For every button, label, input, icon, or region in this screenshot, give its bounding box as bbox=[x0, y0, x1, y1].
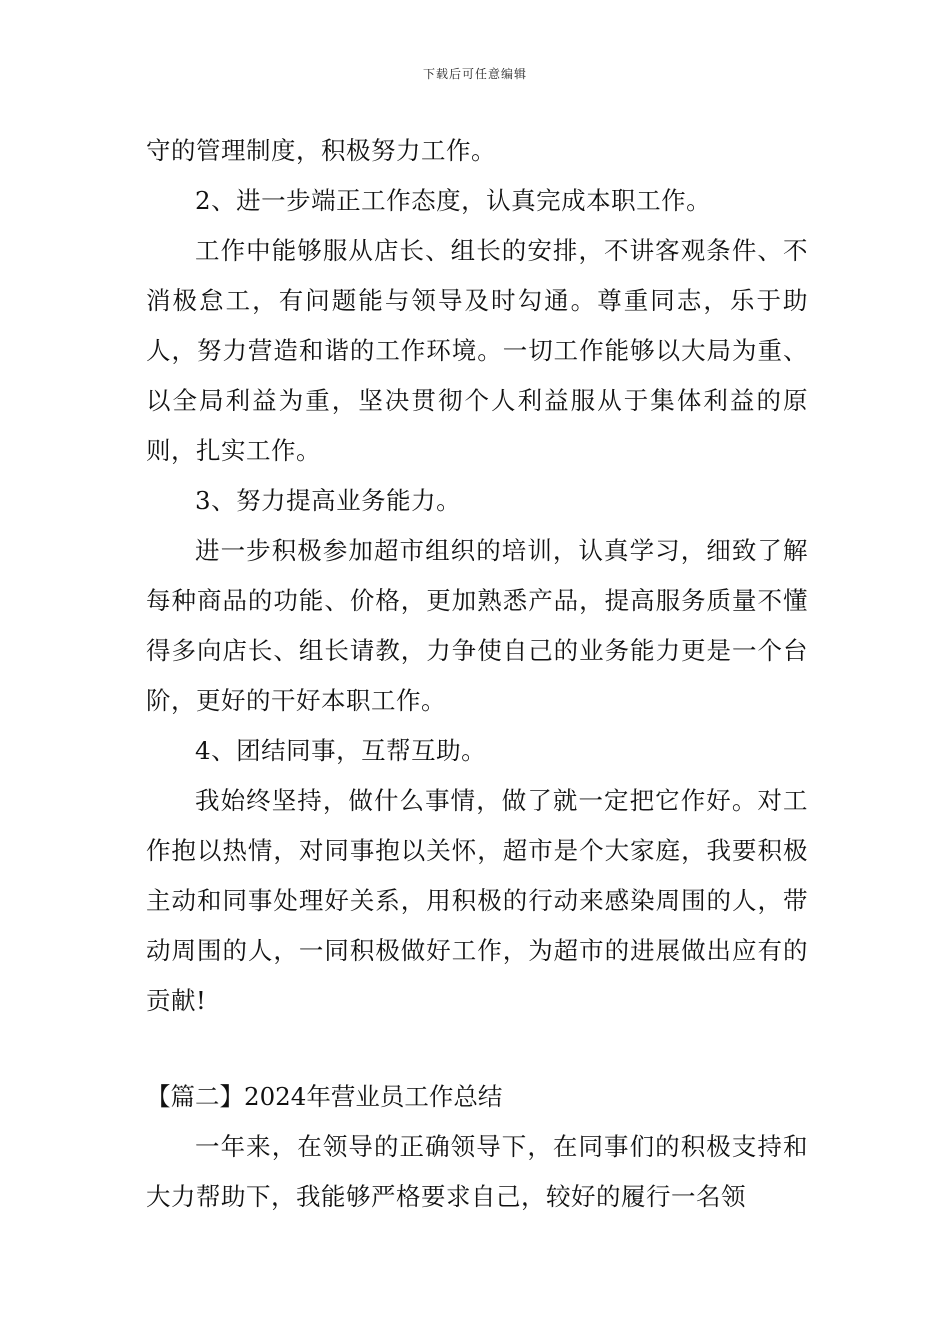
section-spacer bbox=[146, 1026, 808, 1072]
paragraph-work-attitude: 工作中能够服从店长、组长的安排，不讲客观条件、不消极怠工，有问题能与领导及时勾通。尊重同志，乐于助人，努力营造和谐的工作环境。一切工作能够以大局为重、以全局利益为重，坚决贯彻个人利益服从于集体利益的原则，扎实工作。 bbox=[146, 236, 808, 465]
item-heading-3: 3、努力提高业务能力。 bbox=[195, 486, 462, 515]
paragraph-teamwork: 我始终坚持，做什么事情，做了就一定把它作好。对工作抱以热情，对同事抱以关怀，超市是个大家庭，我要积极主动和同事处理好关系，用积极的行动来感染周围的人，带动周围的人，一同积极做好工作，为超市的进展做出应有的贡献! bbox=[146, 786, 808, 1015]
item-heading-2: 2、进一步端正工作态度，认真完成本职工作。 bbox=[195, 186, 712, 215]
page-header: 下载后可任意编辑 bbox=[422, 67, 527, 81]
item-heading-4: 4、团结同事，互帮互助。 bbox=[195, 736, 487, 765]
paragraph-business-ability: 进一步积极参加超市组织的培训，认真学习，细致了解每种商品的功能、价格，更加熟悉产品，提高服务质量不懂得多向店长、组长请教，力争使自己的业务能力更是一个台阶，更好的干好本职工作。 bbox=[146, 536, 808, 715]
paragraph-continuation: 守的管理制度，积极努力工作。 bbox=[146, 136, 496, 165]
section-title: 【篇二】2024年营业员工作总结 bbox=[146, 1082, 503, 1111]
paragraph-section2-intro: 一年来，在领导的正确领导下，在同事们的积极支持和大力帮助下，我能够严格要求自己，较好的履行一名领 bbox=[146, 1132, 808, 1211]
document-body bbox=[146, 126, 808, 1222]
